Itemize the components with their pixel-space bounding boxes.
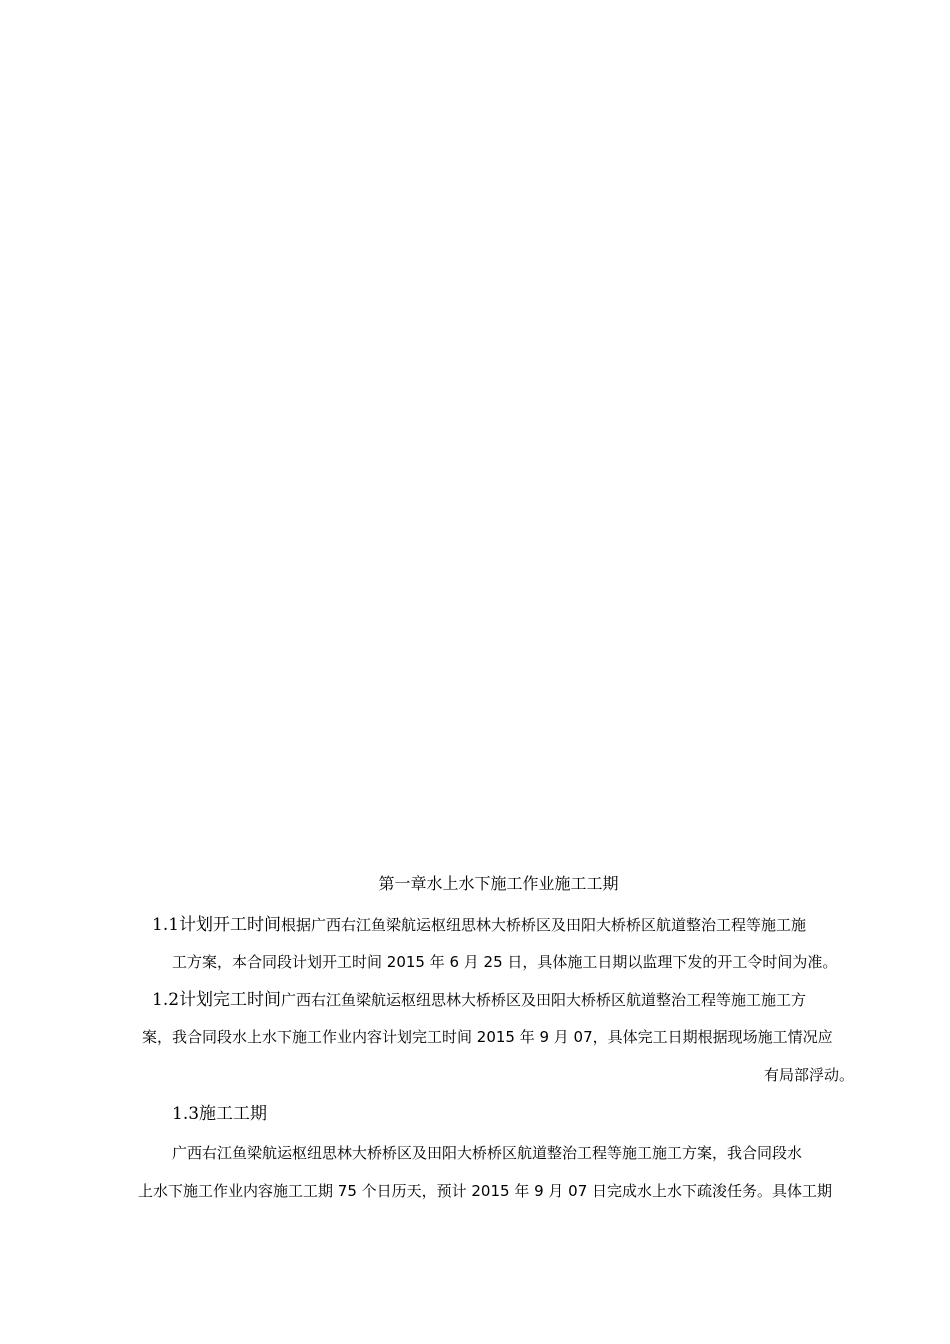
chapter-title: 第一章水上水下施工作业施工工期 <box>378 874 619 893</box>
section-1-1-text-2: 工方案，本合同段计划开工时间 2015 年 6 月 25 日，具体施工日期以监理下发的开工令时间为准。 <box>172 953 838 971</box>
section-1-2-text-3: 有局部浮动。 <box>764 1066 855 1084</box>
section-1-1-text-1: 根据广西右江鱼梁航运枢纽思林大桥桥区及田阳大桥桥区航道整治工程等施工施 <box>281 916 807 934</box>
section-1-2-heading: 1.2计划完工时间 <box>152 990 282 1010</box>
section-1-2-text-1: 广西右江鱼梁航运枢纽思林大桥桥区及田阳大桥桥区航道整治工程等施工施工方 <box>281 991 807 1009</box>
section-1-1-heading: 1.1计划开工时间 <box>152 915 282 935</box>
section-1-2-first-line <box>152 990 806 1010</box>
section-1-3-text-2: 上水下施工作业内容施工工期 75 个日历天，预计 2015 年 9 月 07 日完成水上水下疏浚任务。具体工期 <box>138 1182 833 1200</box>
section-1-1-first-line <box>152 915 806 935</box>
section-1-3-heading: 1.3施工工期 <box>172 1104 268 1124</box>
section-1-2-text-2: 案，我合同段水上水下施工作业内容计划完工时间 2015 年 9 月 07，具体完工日期根据现场施工情况应 <box>142 1028 833 1046</box>
section-1-3-text-1: 广西右江鱼梁航运枢纽思林大桥桥区及田阳大桥桥区航道整治工程等施工施工方案，我合同段水 <box>172 1144 803 1162</box>
